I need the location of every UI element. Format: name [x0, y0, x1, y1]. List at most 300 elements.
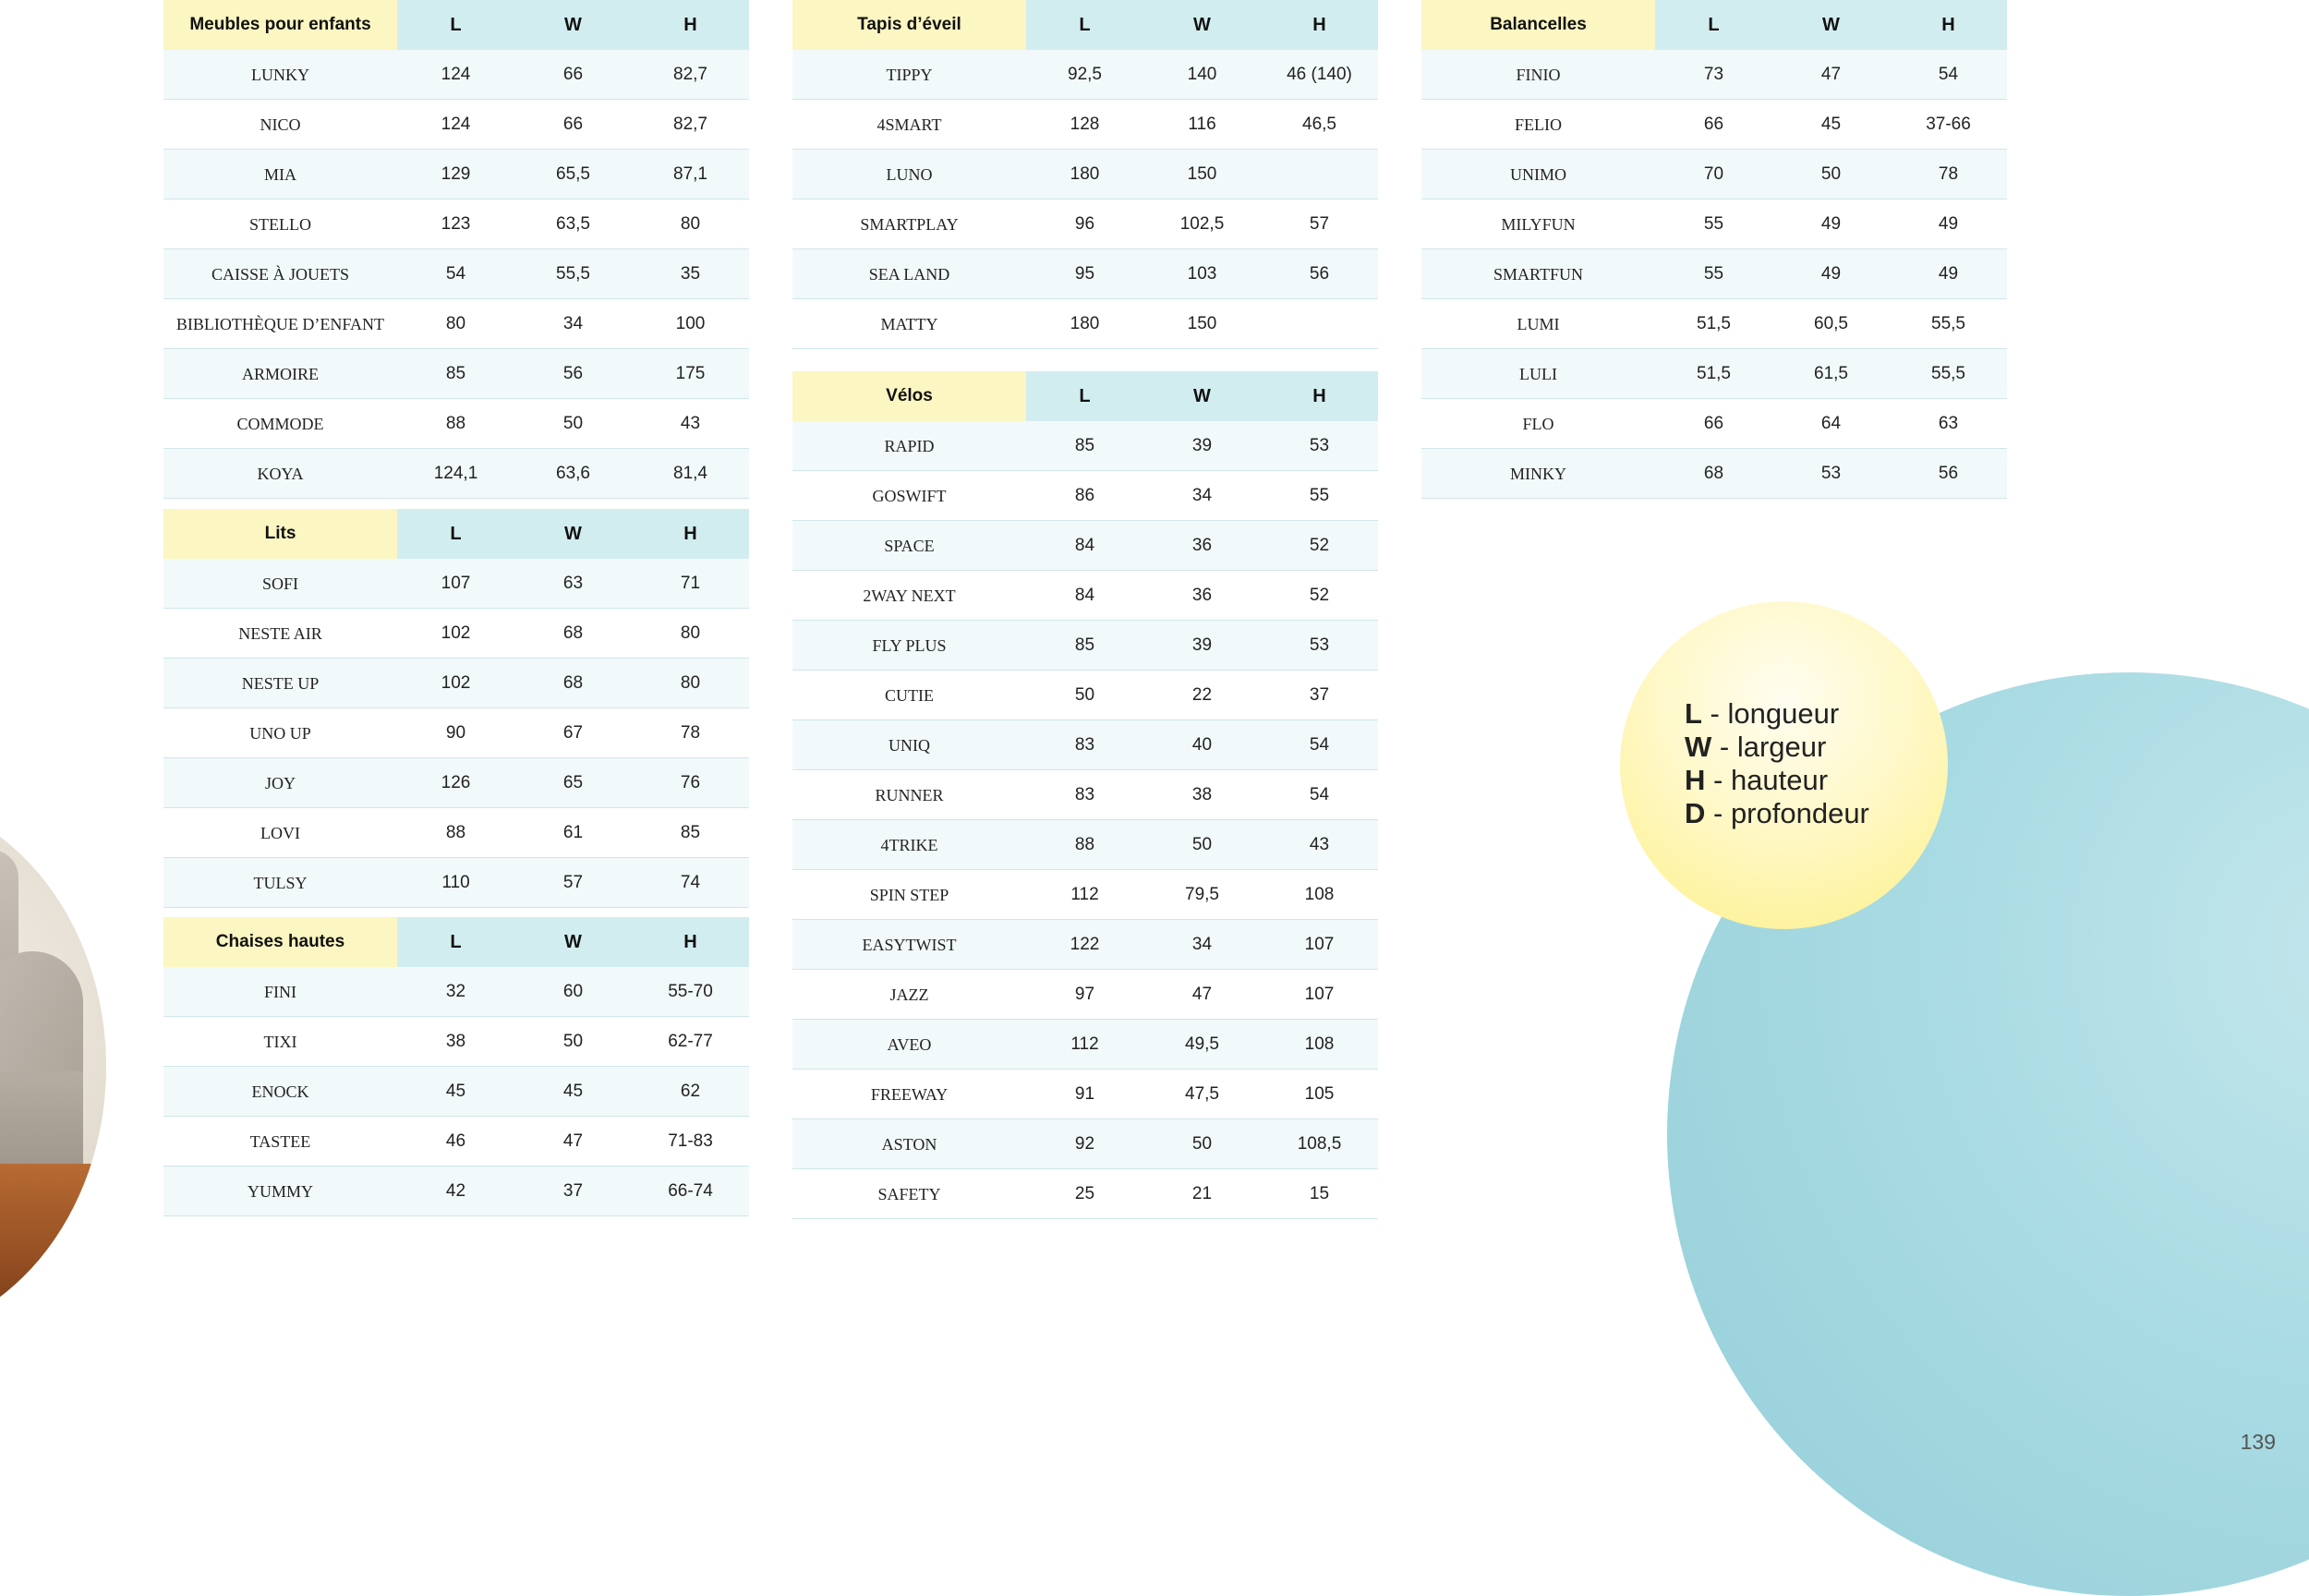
- legend-item-h: H - hauteur: [1685, 764, 1829, 796]
- column-header-h: H: [632, 509, 749, 559]
- sofa-seat-shape: [0, 1071, 83, 1173]
- column-header-w: W: [1143, 371, 1261, 421]
- dimension-w-cell: 36: [1143, 571, 1261, 621]
- dimension-l-cell: 85: [397, 349, 514, 399]
- dimension-w-cell: 103: [1143, 249, 1261, 299]
- product-name-cell: LUMI: [1421, 299, 1655, 349]
- dimension-w-cell: 150: [1143, 150, 1261, 200]
- table-row: [1421, 150, 2007, 200]
- dimension-h-cell: 66-74: [632, 1167, 749, 1216]
- dimension-h-cell: 85: [632, 808, 749, 858]
- table-row: [792, 770, 1378, 820]
- product-name-cell: TIPPY: [792, 50, 1026, 100]
- table-row: [163, 858, 749, 908]
- column-header-l: L: [1655, 0, 1772, 50]
- table-row: [163, 659, 749, 708]
- dimension-l-cell: 80: [397, 299, 514, 349]
- product-name-cell: ARMOIRE: [163, 349, 397, 399]
- product-name-cell: LUNO: [792, 150, 1026, 200]
- product-name-cell: UNO UP: [163, 708, 397, 758]
- product-name-cell: SMARTPLAY: [792, 200, 1026, 249]
- dimension-h-cell: [1261, 150, 1378, 200]
- product-name-cell: KOYA: [163, 449, 397, 499]
- table-row: [163, 200, 749, 249]
- dimension-h-cell: 49: [1890, 200, 2007, 249]
- dimension-l-cell: 50: [1026, 671, 1143, 720]
- product-name-cell: JOY: [163, 758, 397, 808]
- table-category-header: Chaises hautes: [163, 917, 397, 967]
- table-row: [163, 349, 749, 399]
- product-name-cell: SEA LAND: [792, 249, 1026, 299]
- table-row: [792, 200, 1378, 249]
- column-header-l: L: [1026, 371, 1143, 421]
- table-row: [792, 471, 1378, 521]
- table-row: [1421, 50, 2007, 100]
- product-name-cell: JAZZ: [792, 970, 1026, 1020]
- dimension-w-cell: 47,5: [1143, 1070, 1261, 1119]
- dimension-l-cell: 83: [1026, 720, 1143, 770]
- product-name-cell: BIBLIOTHÈQUE D’ENFANT: [163, 299, 397, 349]
- dimension-w-cell: 45: [514, 1067, 632, 1117]
- dimension-l-cell: 92,5: [1026, 50, 1143, 100]
- dimension-w-cell: 64: [1772, 399, 1890, 449]
- product-name-cell: ENOCK: [163, 1067, 397, 1117]
- table-row: [1421, 449, 2007, 499]
- dimension-w-cell: 68: [514, 659, 632, 708]
- table-row: [792, 50, 1378, 100]
- column-header-l: L: [397, 0, 514, 50]
- dimension-w-cell: 34: [1143, 920, 1261, 970]
- dimension-h-cell: 46 (140): [1261, 50, 1378, 100]
- dimension-h-cell: 87,1: [632, 150, 749, 200]
- dimension-l-cell: 112: [1026, 1020, 1143, 1070]
- dimension-l-cell: 84: [1026, 571, 1143, 621]
- product-name-cell: STELLO: [163, 200, 397, 249]
- dimension-w-cell: 47: [1772, 50, 1890, 100]
- dimension-l-cell: 126: [397, 758, 514, 808]
- dimension-l-cell: 124,1: [397, 449, 514, 499]
- dimension-l-cell: 70: [1655, 150, 1772, 200]
- dimension-h-cell: 54: [1261, 720, 1378, 770]
- product-name-cell: RUNNER: [792, 770, 1026, 820]
- dimension-w-cell: 55,5: [514, 249, 632, 299]
- product-name-cell: AVEO: [792, 1020, 1026, 1070]
- dimension-w-cell: 65,5: [514, 150, 632, 200]
- column-header-w: W: [1143, 0, 1261, 50]
- dimension-h-cell: 54: [1261, 770, 1378, 820]
- dimension-w-cell: 63: [514, 559, 632, 609]
- dimension-l-cell: 73: [1655, 50, 1772, 100]
- dimension-h-cell: 55,5: [1890, 299, 2007, 349]
- dimension-l-cell: 51,5: [1655, 299, 1772, 349]
- product-name-cell: COMMODE: [163, 399, 397, 449]
- table-header-row: [1421, 0, 2007, 50]
- dimension-h-cell: 71: [632, 559, 749, 609]
- dimension-h-cell: 62: [632, 1067, 749, 1117]
- dimension-l-cell: 55: [1655, 249, 1772, 299]
- dimension-h-cell: 54: [1890, 50, 2007, 100]
- dimension-w-cell: 140: [1143, 50, 1261, 100]
- dimension-l-cell: 88: [397, 399, 514, 449]
- dimension-w-cell: 102,5: [1143, 200, 1261, 249]
- dimension-l-cell: 112: [1026, 870, 1143, 920]
- table-row: [163, 808, 749, 858]
- table-header-row: [163, 0, 749, 50]
- column-header-h: H: [1890, 0, 2007, 50]
- dimension-l-cell: 42: [397, 1167, 514, 1216]
- dimension-h-cell: 108: [1261, 870, 1378, 920]
- product-name-cell: NESTE AIR: [163, 609, 397, 659]
- dimension-h-cell: 15: [1261, 1169, 1378, 1219]
- product-name-cell: SOFI: [163, 559, 397, 609]
- table-row: [163, 150, 749, 200]
- product-name-cell: CAISSE À JOUETS: [163, 249, 397, 299]
- dimension-l-cell: 102: [397, 609, 514, 659]
- table-row: [792, 249, 1378, 299]
- dimension-l-cell: 96: [1026, 200, 1143, 249]
- dimension-l-cell: 180: [1026, 150, 1143, 200]
- dimension-w-cell: 63,5: [514, 200, 632, 249]
- dimension-l-cell: 129: [397, 150, 514, 200]
- dimension-h-cell: 78: [632, 708, 749, 758]
- product-name-cell: LULI: [1421, 349, 1655, 399]
- table-row: [163, 299, 749, 349]
- product-name-cell: TASTEE: [163, 1117, 397, 1167]
- dimension-h-cell: 105: [1261, 1070, 1378, 1119]
- page-number: 139: [2240, 1430, 2276, 1454]
- dimension-w-cell: 39: [1143, 621, 1261, 671]
- table-row: [792, 571, 1378, 621]
- dimension-w-cell: 37: [514, 1167, 632, 1216]
- table-row: [792, 671, 1378, 720]
- table-balancelles: [1421, 0, 2007, 499]
- product-name-cell: UNIQ: [792, 720, 1026, 770]
- table-row: [163, 708, 749, 758]
- dimension-h-cell: 37: [1261, 671, 1378, 720]
- dimension-l-cell: 122: [1026, 920, 1143, 970]
- table-row: [1421, 249, 2007, 299]
- legend-item-l: L - longueur: [1685, 697, 1840, 730]
- dimension-l-cell: 86: [1026, 471, 1143, 521]
- dimension-l-cell: 180: [1026, 299, 1143, 349]
- column-header-h: H: [1261, 371, 1378, 421]
- dimension-h-cell: 74: [632, 858, 749, 908]
- dimension-h-cell: 108,5: [1261, 1119, 1378, 1169]
- dimension-l-cell: 92: [1026, 1119, 1143, 1169]
- table-lits: [163, 509, 749, 908]
- table-row: [163, 50, 749, 100]
- dimension-l-cell: 91: [1026, 1070, 1143, 1119]
- table-tapis-d-eveil: [792, 0, 1378, 349]
- product-name-cell: SPACE: [792, 521, 1026, 571]
- product-name-cell: MILYFUN: [1421, 200, 1655, 249]
- table-row: [792, 1169, 1378, 1219]
- dimension-w-cell: 36: [1143, 521, 1261, 571]
- product-name-cell: TULSY: [163, 858, 397, 908]
- product-name-cell: LUNKY: [163, 50, 397, 100]
- product-name-cell: EASYTWIST: [792, 920, 1026, 970]
- dimension-w-cell: 65: [514, 758, 632, 808]
- table-row: [792, 521, 1378, 571]
- dimension-h-cell: 81,4: [632, 449, 749, 499]
- table-category-header: Vélos: [792, 371, 1026, 421]
- table-header-row: [792, 371, 1378, 421]
- dimension-h-cell: 55: [1261, 471, 1378, 521]
- table-row: [163, 399, 749, 449]
- table-row: [792, 1020, 1378, 1070]
- dimension-l-cell: 85: [1026, 621, 1143, 671]
- dimension-w-cell: 50: [1772, 150, 1890, 200]
- dimension-w-cell: 67: [514, 708, 632, 758]
- table-row: [163, 249, 749, 299]
- dimension-l-cell: 90: [397, 708, 514, 758]
- product-name-cell: NESTE UP: [163, 659, 397, 708]
- table-row: [163, 967, 749, 1017]
- table-row: [1421, 299, 2007, 349]
- product-name-cell: GOSWIFT: [792, 471, 1026, 521]
- column-header-w: W: [514, 917, 632, 967]
- column-header-w: W: [1772, 0, 1890, 50]
- table-row: [163, 1067, 749, 1117]
- table-row: [163, 609, 749, 659]
- dimension-w-cell: 61: [514, 808, 632, 858]
- column-header-w: W: [514, 0, 632, 50]
- table-row: [792, 820, 1378, 870]
- table-row: [1421, 399, 2007, 449]
- table-row: [792, 1070, 1378, 1119]
- column-header-l: L: [397, 509, 514, 559]
- dimension-w-cell: 21: [1143, 1169, 1261, 1219]
- table-row: [1421, 200, 2007, 249]
- column-header-h: H: [632, 0, 749, 50]
- dimension-w-cell: 116: [1143, 100, 1261, 150]
- dimension-w-cell: 39: [1143, 421, 1261, 471]
- table-category-header: Tapis d’éveil: [792, 0, 1026, 50]
- dimension-h-cell: 55-70: [632, 967, 749, 1017]
- dimension-l-cell: 46: [397, 1117, 514, 1167]
- dimension-h-cell: 107: [1261, 970, 1378, 1020]
- dimension-h-cell: 55,5: [1890, 349, 2007, 399]
- dimension-l-cell: 66: [1655, 399, 1772, 449]
- product-name-cell: FELIO: [1421, 100, 1655, 150]
- dimension-w-cell: 57: [514, 858, 632, 908]
- table-row: [163, 1017, 749, 1067]
- dimension-w-cell: 47: [514, 1117, 632, 1167]
- dimension-h-cell: 57: [1261, 200, 1378, 249]
- dimension-w-cell: 49: [1772, 200, 1890, 249]
- dimension-w-cell: 60: [514, 967, 632, 1017]
- column-header-h: H: [1261, 0, 1378, 50]
- dimension-l-cell: 66: [1655, 100, 1772, 150]
- column-header-l: L: [397, 917, 514, 967]
- product-name-cell: FINIO: [1421, 50, 1655, 100]
- dimension-w-cell: 34: [514, 299, 632, 349]
- dimension-h-cell: 35: [632, 249, 749, 299]
- table-row: [792, 720, 1378, 770]
- dimension-w-cell: 66: [514, 100, 632, 150]
- product-name-cell: MIA: [163, 150, 397, 200]
- dimension-w-cell: 38: [1143, 770, 1261, 820]
- product-name-cell: YUMMY: [163, 1167, 397, 1216]
- dimension-l-cell: 128: [1026, 100, 1143, 150]
- table-row: [792, 421, 1378, 471]
- product-name-cell: FREEWAY: [792, 1070, 1026, 1119]
- dimension-w-cell: 66: [514, 50, 632, 100]
- dimension-l-cell: 95: [1026, 249, 1143, 299]
- table-row: [1421, 349, 2007, 399]
- dimension-w-cell: 53: [1772, 449, 1890, 499]
- dimension-h-cell: 52: [1261, 521, 1378, 571]
- product-name-cell: 4SMART: [792, 100, 1026, 150]
- dimension-l-cell: 102: [397, 659, 514, 708]
- table-row: [163, 758, 749, 808]
- dimension-w-cell: 50: [514, 399, 632, 449]
- dimension-legend: [1685, 697, 1869, 830]
- dimension-w-cell: 50: [514, 1017, 632, 1067]
- dimension-l-cell: 88: [397, 808, 514, 858]
- dimension-w-cell: 50: [1143, 820, 1261, 870]
- table-header-row: [792, 0, 1378, 50]
- product-name-cell: MINKY: [1421, 449, 1655, 499]
- product-name-cell: SPIN STEP: [792, 870, 1026, 920]
- dimension-l-cell: 123: [397, 200, 514, 249]
- table-row: [792, 870, 1378, 920]
- dimension-h-cell: 80: [632, 200, 749, 249]
- dimension-l-cell: 85: [1026, 421, 1143, 471]
- dimension-h-cell: 107: [1261, 920, 1378, 970]
- column-header-l: L: [1026, 0, 1143, 50]
- product-name-cell: UNIMO: [1421, 150, 1655, 200]
- table-row: [163, 100, 749, 150]
- dimension-l-cell: 54: [397, 249, 514, 299]
- column-header-h: H: [632, 917, 749, 967]
- dimension-h-cell: 46,5: [1261, 100, 1378, 150]
- dimension-h-cell: 78: [1890, 150, 2007, 200]
- dimension-l-cell: 51,5: [1655, 349, 1772, 399]
- table-category-header: Balancelles: [1421, 0, 1655, 50]
- dimension-h-cell: 175: [632, 349, 749, 399]
- product-name-cell: SAFETY: [792, 1169, 1026, 1219]
- dimension-h-cell: 53: [1261, 421, 1378, 471]
- column-header-w: W: [514, 509, 632, 559]
- product-name-cell: LOVI: [163, 808, 397, 858]
- table-row: [163, 559, 749, 609]
- legend-item-d: D - profondeur: [1685, 797, 1869, 829]
- dimension-w-cell: 47: [1143, 970, 1261, 1020]
- dimension-l-cell: 88: [1026, 820, 1143, 870]
- table-row: [792, 920, 1378, 970]
- table-row: [792, 299, 1378, 349]
- dimension-h-cell: 43: [632, 399, 749, 449]
- dimension-h-cell: 56: [1890, 449, 2007, 499]
- dimension-l-cell: 55: [1655, 200, 1772, 249]
- table-header-row: [163, 509, 749, 559]
- dimension-h-cell: 53: [1261, 621, 1378, 671]
- dimension-h-cell: 63: [1890, 399, 2007, 449]
- dimension-w-cell: 34: [1143, 471, 1261, 521]
- legend-item-w: W - largeur: [1685, 731, 1827, 763]
- product-name-cell: RAPID: [792, 421, 1026, 471]
- dimension-h-cell: 82,7: [632, 50, 749, 100]
- dimension-h-cell: 49: [1890, 249, 2007, 299]
- dimension-w-cell: 50: [1143, 1119, 1261, 1169]
- dimension-h-cell: 80: [632, 609, 749, 659]
- dimension-w-cell: 61,5: [1772, 349, 1890, 399]
- dimension-h-cell: 108: [1261, 1020, 1378, 1070]
- dimension-w-cell: 63,6: [514, 449, 632, 499]
- table-row: [163, 1117, 749, 1167]
- product-name-cell: FLY PLUS: [792, 621, 1026, 671]
- dimension-w-cell: 68: [514, 609, 632, 659]
- dimension-l-cell: 84: [1026, 521, 1143, 571]
- product-name-cell: NICO: [163, 100, 397, 150]
- table-velos: [792, 371, 1378, 1219]
- sofa-photo: [0, 794, 106, 1339]
- dimension-w-cell: 22: [1143, 671, 1261, 720]
- table-row: [1421, 100, 2007, 150]
- dimension-w-cell: 40: [1143, 720, 1261, 770]
- dimension-h-cell: 56: [1261, 249, 1378, 299]
- table-row: [792, 100, 1378, 150]
- table-header-row: [163, 917, 749, 967]
- dimension-h-cell: [1261, 299, 1378, 349]
- dimension-l-cell: 97: [1026, 970, 1143, 1020]
- product-name-cell: 4TRIKE: [792, 820, 1026, 870]
- dimension-h-cell: 100: [632, 299, 749, 349]
- dimension-l-cell: 124: [397, 50, 514, 100]
- wood-floor-shape: [0, 1164, 106, 1339]
- dimension-h-cell: 71-83: [632, 1117, 749, 1167]
- table-row: [792, 1119, 1378, 1169]
- table-category-header: Meubles pour enfants: [163, 0, 397, 50]
- product-name-cell: CUTIE: [792, 671, 1026, 720]
- product-name-cell: 2WAY NEXT: [792, 571, 1026, 621]
- table-chaises-hautes: [163, 917, 749, 1216]
- dimension-l-cell: 124: [397, 100, 514, 150]
- dimension-w-cell: 56: [514, 349, 632, 399]
- dimension-l-cell: 38: [397, 1017, 514, 1067]
- table-row: [163, 1167, 749, 1216]
- table-row: [792, 970, 1378, 1020]
- dimension-h-cell: 43: [1261, 820, 1378, 870]
- product-name-cell: SMARTFUN: [1421, 249, 1655, 299]
- dimension-h-cell: 76: [632, 758, 749, 808]
- dimension-w-cell: 49,5: [1143, 1020, 1261, 1070]
- dimension-l-cell: 107: [397, 559, 514, 609]
- dimension-l-cell: 45: [397, 1067, 514, 1117]
- dimension-l-cell: 32: [397, 967, 514, 1017]
- table-category-header: Lits: [163, 509, 397, 559]
- dimension-w-cell: 60,5: [1772, 299, 1890, 349]
- dimension-h-cell: 37-66: [1890, 100, 2007, 150]
- dimension-h-cell: 80: [632, 659, 749, 708]
- dimension-w-cell: 150: [1143, 299, 1261, 349]
- table-meubles-pour-enfants: [163, 0, 749, 499]
- product-name-cell: MATTY: [792, 299, 1026, 349]
- dimension-l-cell: 83: [1026, 770, 1143, 820]
- dimension-h-cell: 62-77: [632, 1017, 749, 1067]
- dimension-w-cell: 49: [1772, 249, 1890, 299]
- product-name-cell: ASTON: [792, 1119, 1026, 1169]
- dimension-w-cell: 79,5: [1143, 870, 1261, 920]
- table-row: [792, 621, 1378, 671]
- dimension-l-cell: 25: [1026, 1169, 1143, 1219]
- dimension-l-cell: 110: [397, 858, 514, 908]
- product-name-cell: FINI: [163, 967, 397, 1017]
- dimension-h-cell: 52: [1261, 571, 1378, 621]
- dimension-h-cell: 82,7: [632, 100, 749, 150]
- table-row: [792, 150, 1378, 200]
